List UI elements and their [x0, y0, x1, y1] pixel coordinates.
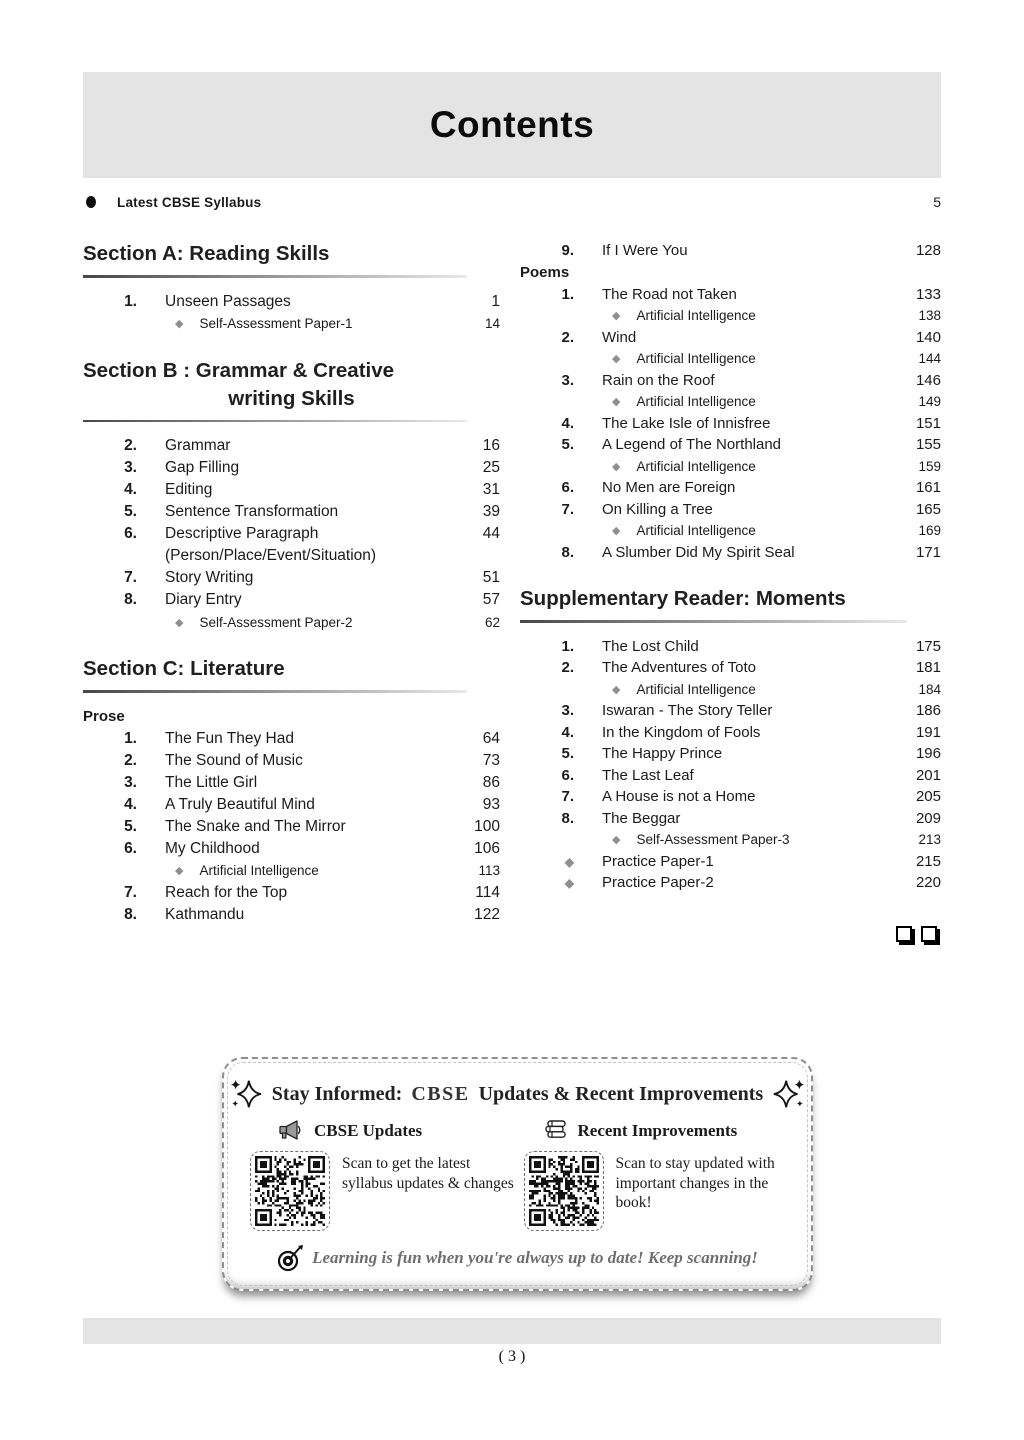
info-title-rest: Updates & Recent Improvements — [478, 1082, 764, 1105]
toc-title: The Adventures of Toto — [602, 659, 756, 677]
toc-row — [520, 829, 941, 851]
toc-row — [83, 611, 500, 633]
toc-title: Unseen Passages — [165, 292, 291, 310]
shadowed-square-icon — [896, 926, 912, 942]
toc-page-number: 201 — [915, 766, 941, 784]
toc-page-number: 196 — [915, 745, 941, 763]
toc-title: Rain on the Roof — [602, 371, 715, 389]
toc-title: Kathmandu — [165, 905, 245, 923]
qr-code-icon — [529, 1156, 599, 1226]
info-box-columns — [224, 1120, 811, 1231]
page-title: Contents — [429, 104, 595, 145]
toc-title: If I Were You — [602, 242, 688, 260]
toc-page-number: 151 — [915, 414, 941, 432]
toc-page-number: 138 — [918, 308, 941, 324]
toc-row — [83, 904, 500, 926]
toc-title: A House is not a Home — [602, 788, 756, 806]
toc-row — [83, 523, 500, 545]
toc-number: 3. — [561, 371, 574, 389]
toc-row — [520, 808, 941, 830]
toc-number: 7. — [124, 569, 137, 586]
syllabus-label: Latest CBSE Syllabus — [117, 194, 262, 210]
heading-rule — [83, 690, 467, 693]
section-heading-line: Section A: Reading Skills — [83, 242, 330, 265]
info-title-brand: CBSE — [411, 1082, 470, 1105]
diamond-icon: ◆ — [564, 854, 574, 869]
toc-title-continuation: (Person/Place/Event/Situation) — [165, 547, 377, 564]
diamond-icon: ◆ — [564, 876, 574, 891]
toc-number: 4. — [124, 481, 137, 498]
toc-title: Practice Paper-2 — [602, 874, 714, 892]
toc-title: Wind — [602, 328, 637, 346]
sparkle-icon — [229, 1078, 263, 1110]
shadowed-square-icon — [921, 926, 937, 942]
toc-number: 4. — [561, 723, 574, 741]
toc-title: The Last Leaf — [602, 766, 694, 784]
toc-row — [520, 765, 941, 787]
toc-number: 1. — [124, 729, 137, 747]
toc-row — [83, 479, 500, 501]
toc-title: The Lake Isle of Innisfree — [602, 414, 771, 432]
qr-code-book-changes — [524, 1151, 604, 1231]
end-squares-icon — [520, 926, 941, 942]
toc-number: 7. — [561, 500, 574, 518]
toc-row — [520, 284, 941, 306]
toc-title: Editing — [165, 481, 213, 498]
toc-number: 8. — [561, 809, 574, 827]
footer-bar — [83, 1318, 941, 1344]
toc-title: Artificial Intelligence — [636, 351, 756, 367]
toc-row — [520, 305, 941, 327]
info-title-prefix: Stay Informed: — [271, 1082, 403, 1105]
toc-title: The Road not Taken — [602, 285, 737, 303]
toc-row — [83, 772, 500, 794]
heading-rule — [520, 620, 907, 623]
toc-number: 7. — [124, 883, 137, 901]
cbse-updates-label: CBSE Updates — [314, 1121, 423, 1140]
recent-improvements-row — [518, 1151, 792, 1231]
toc-title: Reach for the Top — [165, 883, 288, 901]
toc-row — [520, 370, 941, 392]
toc-row — [83, 567, 500, 589]
section-heading — [83, 655, 500, 683]
toc-page-number: 31 — [482, 481, 500, 498]
toc-page-number: 159 — [918, 458, 941, 474]
toc-row — [520, 477, 941, 499]
toc-title: Artificial Intelligence — [636, 458, 756, 474]
recent-improvements-label: Recent Improvements — [577, 1121, 738, 1140]
toc-title: Gap Filling — [165, 459, 240, 476]
toc-page-number: 16 — [482, 437, 500, 454]
toc-title: Artificial Intelligence — [636, 308, 756, 324]
toc-page-number: 149 — [918, 394, 941, 410]
toc-row — [520, 657, 941, 679]
sparkle-icon — [772, 1078, 806, 1110]
toc-row — [520, 542, 941, 564]
toc-number: 1. — [561, 637, 574, 655]
toc-number: 1. — [561, 285, 574, 303]
toc-section — [83, 240, 500, 335]
diamond-icon: ◆ — [612, 460, 621, 473]
toc-title: Artificial Intelligence — [636, 681, 756, 697]
toc-title: My Childhood — [165, 839, 260, 857]
toc-title: Artificial Intelligence — [199, 863, 319, 878]
toc-page-number: 186 — [915, 702, 941, 720]
toc-title: The Snake and The Mirror — [165, 817, 346, 835]
toc-row — [83, 838, 500, 860]
qr-code-syllabus — [250, 1151, 330, 1231]
toc-row — [83, 750, 500, 772]
toc-page-number: 64 — [482, 729, 500, 747]
toc-number: 5. — [124, 503, 137, 520]
toc-number: 2. — [124, 437, 137, 454]
toc-page-number: 133 — [915, 285, 941, 303]
toc-number: 6. — [561, 766, 574, 784]
toc-title: No Men are Foreign — [602, 479, 736, 497]
toc-row — [83, 882, 500, 904]
toc-title: Sentence Transformation — [165, 503, 339, 520]
toc-page-number: 44 — [482, 525, 500, 542]
recent-improvements-header — [518, 1120, 792, 1142]
bullet-icon — [86, 196, 96, 208]
toc-row — [520, 872, 941, 894]
toc-row — [520, 348, 941, 370]
section-heading — [83, 240, 500, 268]
toc-row — [520, 456, 941, 478]
group-label: Poems — [520, 264, 570, 281]
cbse-updates-text: Scan to get the latest syllabus updates & changes — [342, 1155, 514, 1192]
diamond-icon: ◆ — [612, 683, 621, 696]
recent-improvements-text: Scan to stay updated with important changes in the book! — [615, 1155, 775, 1211]
toc-title: Self-Assessment Paper-3 — [636, 832, 790, 848]
toc-title: Artificial Intelligence — [636, 523, 756, 539]
toc-number: 5. — [561, 436, 574, 454]
toc-row — [520, 851, 941, 873]
toc-number: 8. — [124, 905, 137, 923]
toc-page-number: 1 — [491, 292, 500, 310]
toc-number: 6. — [561, 479, 574, 497]
diamond-icon: ◆ — [175, 865, 184, 877]
toc-page-number: 62 — [484, 614, 500, 630]
toc-page-number: 114 — [475, 883, 500, 901]
toc-number: 4. — [561, 414, 574, 432]
diamond-icon: ◆ — [175, 318, 184, 330]
toc-page-number: 191 — [915, 723, 941, 741]
toc-number: 2. — [124, 751, 137, 769]
toc-page-number: 57 — [482, 591, 500, 608]
toc-row — [520, 413, 941, 435]
toc-section — [520, 240, 941, 563]
toc-row — [520, 327, 941, 349]
toc-title: A Slumber Did My Spirit Seal — [602, 543, 795, 561]
section-heading-line: Supplementary Reader: Moments — [520, 587, 846, 610]
toc-page-number: 86 — [482, 773, 500, 791]
toc-title: Story Writing — [165, 569, 254, 586]
toc-page-number: 140 — [915, 328, 941, 346]
toc-page-number: 175 — [915, 637, 941, 655]
diamond-icon: ◆ — [612, 525, 621, 538]
diamond-icon: ◆ — [612, 396, 621, 409]
toc-section — [520, 585, 941, 894]
toc-page-number: 14 — [484, 316, 500, 331]
section-heading-line: writing Skills — [228, 386, 355, 410]
toc-column-right — [520, 240, 941, 942]
qr-code-icon — [255, 1156, 325, 1226]
toc-title: The Lost Child — [602, 637, 699, 655]
toc-row — [520, 499, 941, 521]
toc-row — [83, 589, 500, 611]
toc-title: A Truly Beautiful Mind — [165, 795, 315, 813]
info-box-footer — [224, 1244, 811, 1272]
toc-title: The Fun They Had — [165, 729, 294, 747]
info-footer-text: Learning is fun when you're always up to date! Keep scanning! — [312, 1248, 758, 1267]
toc-row — [83, 545, 500, 567]
toc-row — [520, 700, 941, 722]
toc-number: 6. — [124, 525, 137, 542]
heading-rule — [83, 275, 467, 278]
toc-title: The Sound of Music — [165, 751, 303, 769]
diamond-icon: ◆ — [612, 834, 621, 847]
toc-row — [83, 728, 500, 750]
toc-page-number: 209 — [915, 809, 941, 827]
toc-title: Iswaran - The Story Teller — [602, 702, 773, 720]
toc-row — [520, 722, 941, 744]
section-heading-line: Section B : Grammar & Creative — [83, 358, 395, 382]
toc-page-number: 51 — [482, 569, 500, 586]
toc-page-number: 39 — [482, 503, 500, 520]
toc-title: The Happy Prince — [602, 745, 723, 763]
toc-row — [520, 434, 941, 456]
toc-row — [83, 313, 500, 335]
toc-page-number: 205 — [915, 788, 941, 806]
toc-title: Descriptive Paragraph — [165, 525, 319, 542]
toc-number: 5. — [124, 817, 137, 835]
toc-page-number: 213 — [918, 832, 941, 848]
toc-right-sections — [520, 240, 941, 894]
stay-informed-box — [222, 1057, 813, 1291]
toc-number: 2. — [561, 328, 574, 346]
section-heading-line: Section C: Literature — [83, 657, 285, 680]
toc-page-number: 161 — [915, 479, 941, 497]
toc-columns — [83, 240, 941, 942]
toc-title: The Little Girl — [165, 773, 258, 791]
toc-page-number: 128 — [915, 242, 941, 260]
toc-row — [83, 435, 500, 457]
toc-number: 9. — [561, 242, 574, 260]
toc-row — [83, 794, 500, 816]
toc-page-number: 165 — [915, 500, 941, 518]
toc-row — [83, 860, 500, 882]
toc-row — [520, 743, 941, 765]
toc-column-left — [83, 240, 500, 942]
toc-number: 1. — [124, 292, 137, 310]
toc-page-number: 220 — [915, 874, 941, 892]
toc-row — [520, 786, 941, 808]
toc-title: The Beggar — [602, 809, 681, 827]
megaphone-icon — [278, 1120, 304, 1142]
toc-number: 5. — [561, 745, 574, 763]
toc-row — [83, 457, 500, 479]
cbse-updates-row — [244, 1151, 518, 1231]
toc-row — [83, 291, 500, 313]
page-number: ( 3 ) — [498, 1348, 526, 1365]
toc-number: 3. — [124, 459, 137, 476]
toc-page-number: 113 — [478, 863, 500, 878]
toc-number: 3. — [124, 773, 137, 791]
toc-title: In the Kingdom of Fools — [602, 723, 761, 741]
toc-number: 7. — [561, 788, 574, 806]
toc-title: A Legend of The Northland — [602, 436, 782, 454]
toc-number: 8. — [124, 591, 137, 608]
toc-number: 8. — [561, 543, 574, 561]
toc-page-number: 100 — [474, 817, 500, 835]
cbse-updates-column — [244, 1120, 518, 1231]
toc-number: 6. — [124, 839, 137, 857]
page-title-bar — [83, 72, 941, 178]
toc-page-number: 169 — [918, 523, 941, 539]
toc-title: Diary Entry — [165, 591, 242, 608]
toc-page-number: 146 — [915, 371, 941, 389]
group-label: Prose — [83, 708, 125, 725]
target-dart-icon — [277, 1244, 305, 1272]
toc-page-number: 106 — [474, 839, 500, 857]
toc-page-number: 184 — [918, 681, 941, 697]
toc-title: Artificial Intelligence — [636, 394, 756, 410]
toc-section — [83, 357, 500, 634]
diamond-icon: ◆ — [612, 310, 621, 323]
toc-number: 3. — [561, 702, 574, 720]
toc-row — [520, 636, 941, 658]
heading-rule — [83, 420, 467, 423]
toc-page-number: 25 — [482, 459, 500, 476]
toc-page-number: 171 — [915, 543, 941, 561]
toc-title: Practice Paper-1 — [602, 852, 714, 870]
diamond-icon: ◆ — [612, 353, 621, 366]
recent-improvements-column — [518, 1120, 792, 1231]
toc-page-number: 144 — [918, 351, 941, 367]
toc-page-number: 122 — [474, 905, 500, 923]
cbse-updates-header — [244, 1120, 518, 1142]
toc-page-number: 93 — [482, 795, 500, 813]
toc-row — [520, 240, 941, 262]
toc-page-number: 155 — [915, 436, 941, 454]
diamond-icon: ◆ — [175, 616, 184, 629]
toc-row — [83, 816, 500, 838]
toc-number: 4. — [124, 795, 137, 813]
toc-row — [520, 520, 941, 542]
toc-number — [520, 874, 574, 891]
toc-title: Grammar — [165, 437, 231, 454]
book-stack-icon — [544, 1120, 568, 1142]
toc-number: 2. — [561, 659, 574, 677]
toc-page-number: 73 — [482, 751, 500, 769]
toc-row — [520, 679, 941, 701]
toc-row — [520, 391, 941, 413]
section-heading — [83, 357, 500, 413]
toc-page-number: 181 — [915, 659, 941, 677]
toc-number — [520, 853, 574, 870]
section-heading — [520, 585, 941, 613]
toc-title: Self-Assessment Paper-1 — [199, 316, 353, 331]
toc-row — [83, 501, 500, 523]
toc-title: Self-Assessment Paper-2 — [199, 614, 353, 630]
toc-section — [83, 655, 500, 926]
syllabus-row — [83, 192, 941, 212]
syllabus-page-number: 5 — [933, 194, 941, 210]
info-box-title — [224, 1078, 811, 1110]
toc-title: On Killing a Tree — [602, 500, 713, 518]
toc-page-number: 215 — [915, 852, 941, 870]
